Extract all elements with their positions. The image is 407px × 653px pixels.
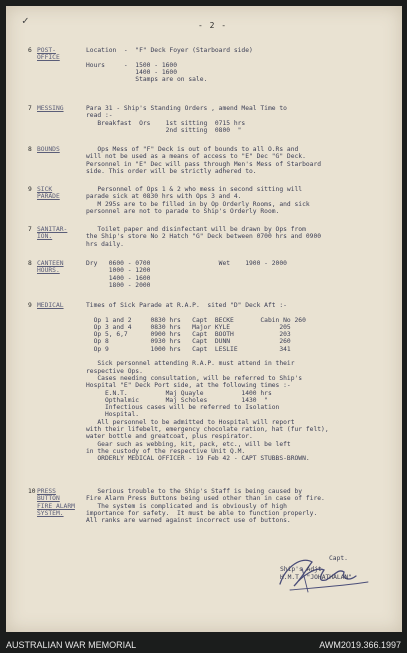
signature-title: Ship's Adjt — [280, 566, 322, 573]
section-body: Location - "F" Deck Foyer (Starboard side) Hours - 1500 - 1600 1400 - 1600 Stamps are on sale. — [86, 47, 253, 84]
section-heading: POST- OFFICE — [37, 47, 60, 62]
section-body: Dry 0600 - 0700 Wet 1900 - 2000 1000 - 1200 1400 - 1600 1800 - 2000 — [86, 260, 287, 289]
page-number: - 2 - — [198, 21, 228, 30]
section-heading: MEDICAL — [37, 302, 64, 309]
section-heading: SANITAR- ION. — [37, 226, 68, 241]
section-number: 9 — [28, 186, 32, 193]
section-body: Personnel of Ops 1 & 2 who mess in second sitting will parade sick at 0830 hrs with Ops 3 and 4. M 295s are to be filled in by Op Orderly Rooms, and sick personnel are not to parade to Ship's Orderly Room. — [86, 186, 310, 215]
section-body: Serious trouble to the Ship's Staff is being caused by Fire Alarm Press Buttons being used other than in case of fire. The system is complicated and is obviously of high importance for safety. It must be able to function properly. All ranks are warned against incorrect use of buttons. — [86, 488, 325, 525]
section-body: Toilet paper and disinfectant will be drawn by Ops from the Ship's store No 2 Hatch "G" Deck between 0700 hrs and 0900 hrs daily. — [86, 226, 322, 248]
section-body: Ops Mess of "F" Deck is out of bounds to all O.Rs and will not be used as a means of access to "E" Dec "G" Deck. Personnel in "E" Dec will pass through Men's Mess of Starboard side. This order will be strictly adhered to. — [86, 146, 322, 175]
section-number: 8 — [28, 260, 32, 267]
section-heading: BOUNDS — [37, 146, 60, 153]
section-number: 8 — [28, 146, 32, 153]
section-heading: PRESS BUTTON FIRE ALARM SYSTEM. — [37, 488, 75, 517]
accession-number: AWM2019.366.1997 — [319, 640, 401, 650]
section-number: 10 — [28, 488, 36, 495]
section-heading: MESSING — [37, 105, 64, 112]
section-number: 9 — [28, 302, 32, 309]
section-body: Para 31 - Ship's Standing Orders , amend Meal Time to read :- Breakfast Ors 1st sitting 0715 hrs 2nd sitting 0800 " — [86, 105, 287, 134]
signature-rank: Capt. — [329, 555, 348, 562]
section-body: Times of Sick Parade at R.A.P. sited "D" Deck Aft :- Op 1 and 2 0830 hrs Capt BECKE Cabin No 260 Op 3 and 4 0830 hrs Major KYLE 205 Op 5, 6,7 0900 hrs Capt BOOTH 203 Op 8 0930 hrs Capt DUNN 260 Op 9 1000 hrs Capt LESLIE 341 Sick personnel attending R.A.P. must attend in their respective Ops. Cases needing consultation, will be referred to Ship's Hospital "E" Deck Port side, at the following times :- E.N.T. Maj Quayle 1400 hrs Opthalmic Maj Scholes 1430 " Infectious cases will be referred to Isolation Hospital. All personnel to be admitted to Hospital will report with their lifebelt, emergency chocolate ration, hat (fur felt), water bottle and greatcoat, plus respirator. Gear such as webbing, kit, pack, etc., will be left in the custody of the respective Unit Q.M. ORDERLY MEDICAL OFFICER - 19 Feb 42 - CAPT STUBBS-BROWN. — [86, 302, 329, 463]
section-heading: SICK PARADE — [37, 186, 60, 201]
section-heading: CANTEEN HOURS. — [37, 260, 64, 275]
section-number: 7 — [28, 105, 32, 112]
section-number: 6 — [28, 47, 32, 54]
section-number: 7 — [28, 226, 32, 233]
signature-ship: H.M.T. "JOHATHALAN" — [280, 574, 353, 581]
check-mark-icon: ✓ — [22, 14, 29, 27]
document-page — [6, 6, 402, 632]
institution-label: AUSTRALIAN WAR MEMORIAL — [6, 640, 137, 650]
